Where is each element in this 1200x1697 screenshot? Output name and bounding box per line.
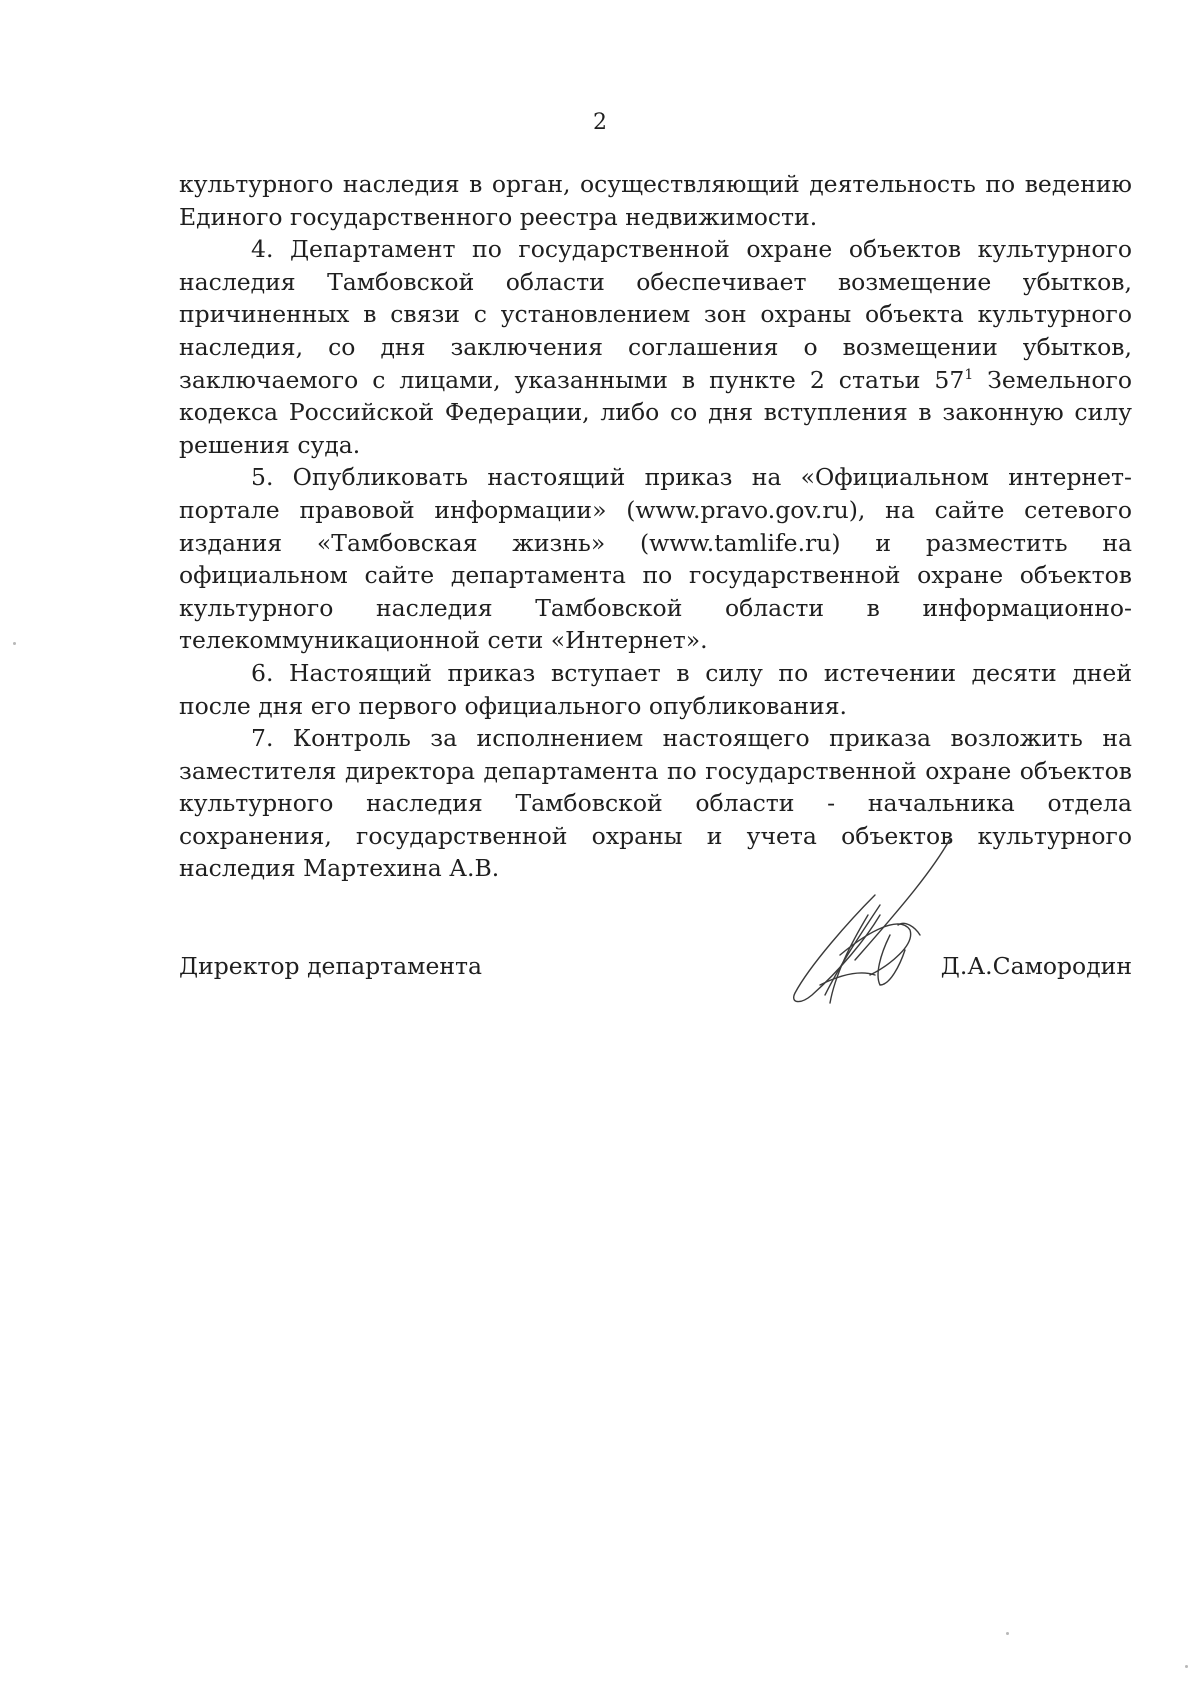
paragraph-item-4-text-end: Земельного кодекса Российской Федерации, либо со дня вступления в законную силу решения суда. (179, 365, 1132, 459)
paragraph-item-6: 6. Настоящий приказ вступает в силу по истечении десяти дней после дня его первого официального опубликования. (179, 658, 1132, 720)
article-superscript: 1 (964, 366, 974, 383)
paragraph-item-4 (179, 233, 1132, 461)
paragraph-continuation: культурного наследия в орган, осуществляющий деятельность по ведению Единого государственного реестра недвижимости. (179, 170, 1132, 231)
paragraph-item-5: 5. Опубликовать настоящий приказ на «Официальном интернет-портале правовой информации» (www.pravo.gov.ru), на сайте сетевого издания «Тамбовская жизнь» (www.tamlife.ru) и разместить на официальном сайте департамента по государственной охране объектов культурного наследия Тамбовской области в информационно-телекоммуникационной сети «Интернет». (179, 463, 1132, 655)
handwritten-signature-icon (780, 835, 980, 1010)
scan-speck (1185, 1665, 1188, 1668)
signatory-name: Д.А.Самородин (940, 952, 1132, 980)
scan-speck (13, 642, 16, 645)
page-number: 2 (593, 110, 607, 135)
paragraph-item-4-text: 4. Департамент по государственной охране объектов культурного наследия Тамбовской области обеспечивает возмещение убытков, причиненных в связи с установлением зон охраны объекта культурного наследия, со дня заключения соглашения о возмещении убытков, заключаемого с лицами, указанными в пункте 2 статьи 57 (179, 235, 1132, 394)
scan-speck (1006, 1632, 1009, 1635)
paragraph-item-7: 7. Контроль за исполнением настоящего приказа возложить на заместителя директора департамента по государственной охране объектов культурного наследия Тамбовской области - начальника отдела сохранения, государственной охраны и учета объектов культурного наследия Мартехина А.В. (179, 724, 1132, 883)
document-body (179, 168, 1132, 885)
signatory-title: Директор департамента (179, 952, 483, 980)
